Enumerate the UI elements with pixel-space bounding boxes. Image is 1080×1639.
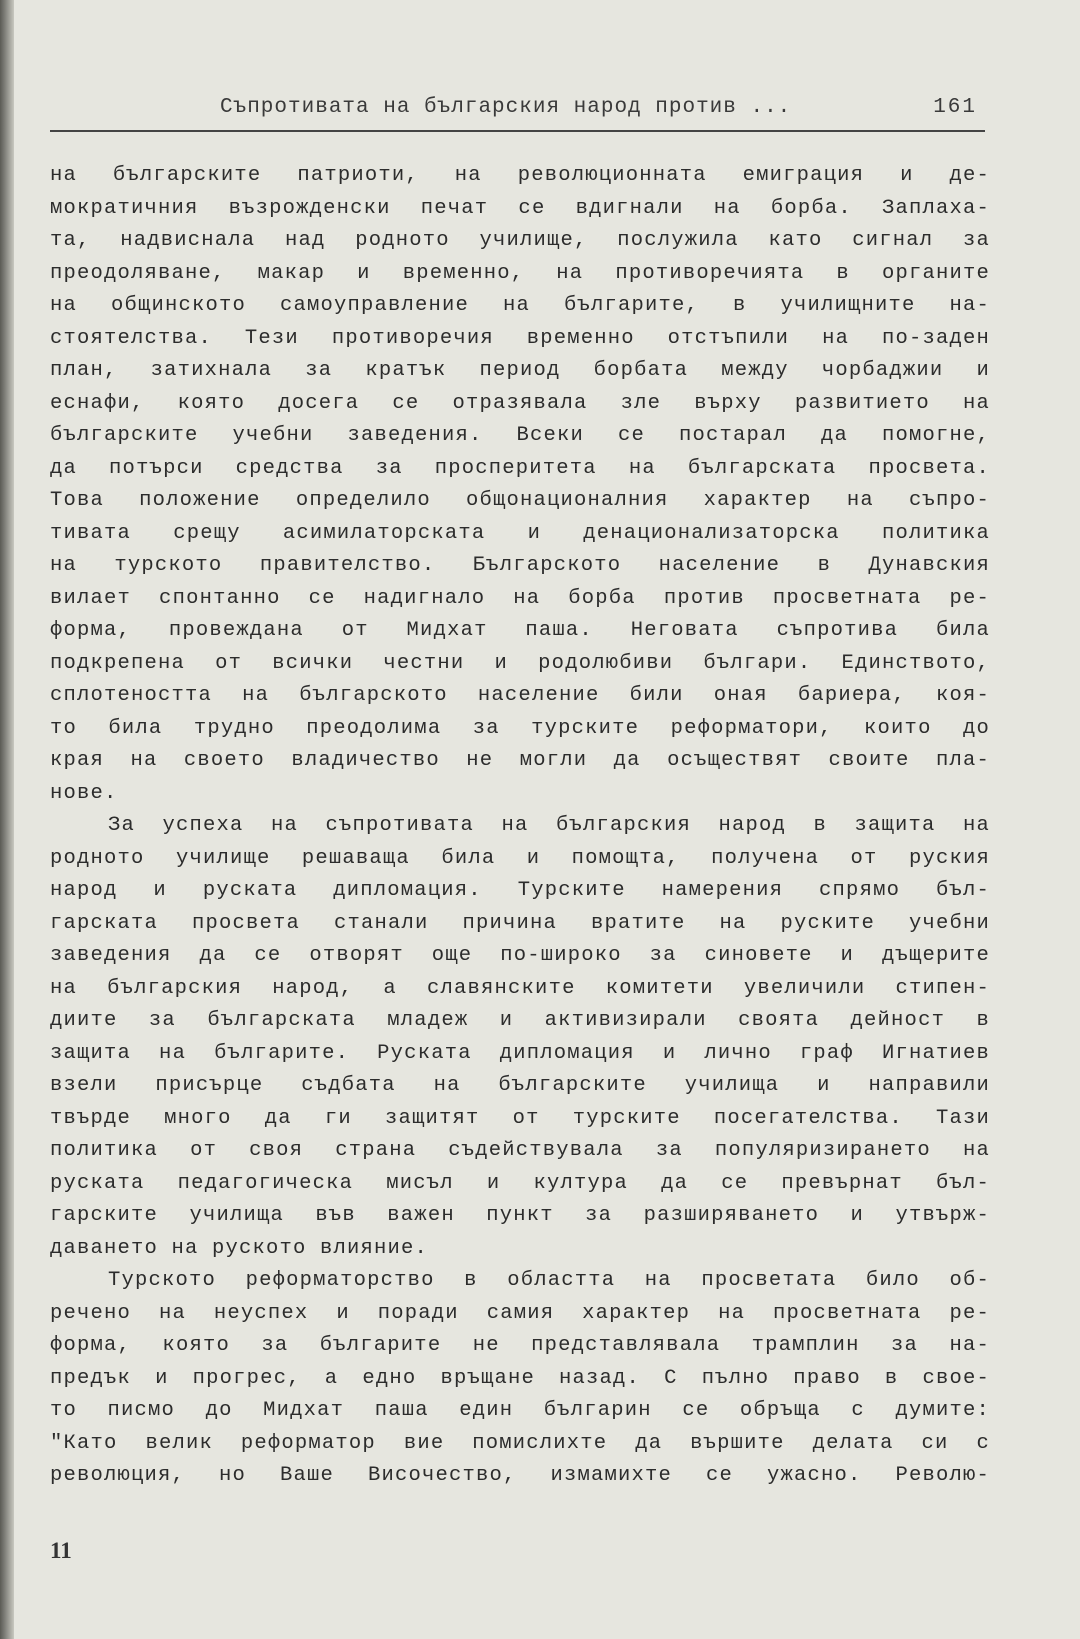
text-line: да потърси средства за просперитета на българската просвета. <box>50 456 990 480</box>
text-line: подкрепена от всички честни и родолюбиви българи. Единството, <box>50 651 990 675</box>
paragraph-end-line: нове. <box>50 781 118 805</box>
signature-mark: 11 <box>50 1538 72 1563</box>
text-line: речено на неуспех и поради самия характер на просветната ре- <box>50 1301 990 1325</box>
paragraph-start-line: Турското реформаторство в областта на просветата било об- <box>108 1269 990 1292</box>
text-line: на българските патриоти, на революционната емиграция и де- <box>50 164 990 187</box>
text-line: политика от своя страна съдействувала за популяризирането на <box>50 1139 990 1162</box>
text-line: мократичния възрожденски печат се вдигнали на борба. Заплаха- <box>50 196 990 220</box>
text-line: еснафи, която досега се отразявала зле върху развитието на <box>50 391 990 415</box>
text-line: взели присърце съдбата на българските училища и направили <box>50 1074 990 1097</box>
page-header <box>50 96 985 132</box>
text-line: на общинското самоуправление на българите, в училищните на- <box>50 294 990 317</box>
text-line: революция, но Ваше Височество, измамихте се ужасно. Револю- <box>50 1464 990 1487</box>
text-line: руската педагогическа мисъл и култура да се превърнат бъл- <box>50 1171 990 1195</box>
paragraph-start-line: За успеха на съпротивата на българския народ в защита на <box>108 814 990 837</box>
text-line: защита на българите. Руската дипломация и лично граф Игнатиев <box>50 1041 990 1065</box>
text-line: форма, провеждана от Мидхат паша. Неговата съпротива била <box>50 619 990 642</box>
text-line: то била трудно преодолима за турските реформатори, които до <box>50 716 990 740</box>
text-line: на турското правителство. Българското население в Дунавския <box>50 554 990 577</box>
text-line: твърде много да ги защитят от турските посегателства. Тази <box>50 1106 990 1130</box>
text-line: българските учебни заведения. Всеки се постарал да помогне, <box>50 424 990 447</box>
running-title: Съпротивата на българския народ против ... <box>220 96 792 119</box>
text-line: родното училище решаваща била и помощта, получена от руския <box>50 846 990 870</box>
text-line: гарските училища във важен пункт за разширяването и утвърж- <box>50 1204 990 1227</box>
text-line: тивата срещу асимилаторската и денационализаторска политика <box>50 521 990 545</box>
text-line: народ и руската дипломация. Турските намерения спрямо бъл- <box>50 879 990 902</box>
text-line: "Като велик реформатор вие помислихте да вършите делата си с <box>50 1431 990 1455</box>
paragraph-end-line: даването на руското влияние. <box>50 1236 429 1260</box>
text-line: вилает спонтанно се надигнало на борба против просветната ре- <box>50 586 990 610</box>
page-number: 161 <box>933 96 977 119</box>
body-text <box>50 160 990 1493</box>
text-line: преодоляване, макар и временно, на противоречията в органите <box>50 261 990 285</box>
text-line: на българския народ, а славянските комитети увеличили стипен- <box>50 976 990 1000</box>
text-line: Това положение определило общонационалния характер на съпро- <box>50 489 990 512</box>
text-line: форма, която за българите не представлявала трамплин за на- <box>50 1334 990 1357</box>
text-line: предък и прогрес, а едно връщане назад. С пълно право в свое- <box>50 1366 990 1390</box>
text-line: план, затихнала за кратък период борбата между чорбаджии и <box>50 359 990 382</box>
book-spine-shadow <box>0 0 14 1639</box>
text-line: сплотеността на българското население били оная бариера, коя- <box>50 684 990 707</box>
text-line: диите за българската младеж и активизирали своята дейност в <box>50 1009 990 1032</box>
text-line: та, надвиснала над родното училище, послужила като сигнал за <box>50 229 990 252</box>
text-line: стоятелства. Тези противоречия временно отстъпили на по-заден <box>50 326 990 350</box>
text-line: то писмо до Мидхат паша един българин се обръща с думите: <box>50 1399 990 1422</box>
text-line: заведения да се отворят още по-широко за синовете и дъщерите <box>50 944 990 967</box>
text-line: края на своето владичество не могли да осъществят своите пла- <box>50 749 990 772</box>
text-line: гарската просвета станали причина вратите на руските учебни <box>50 911 990 935</box>
